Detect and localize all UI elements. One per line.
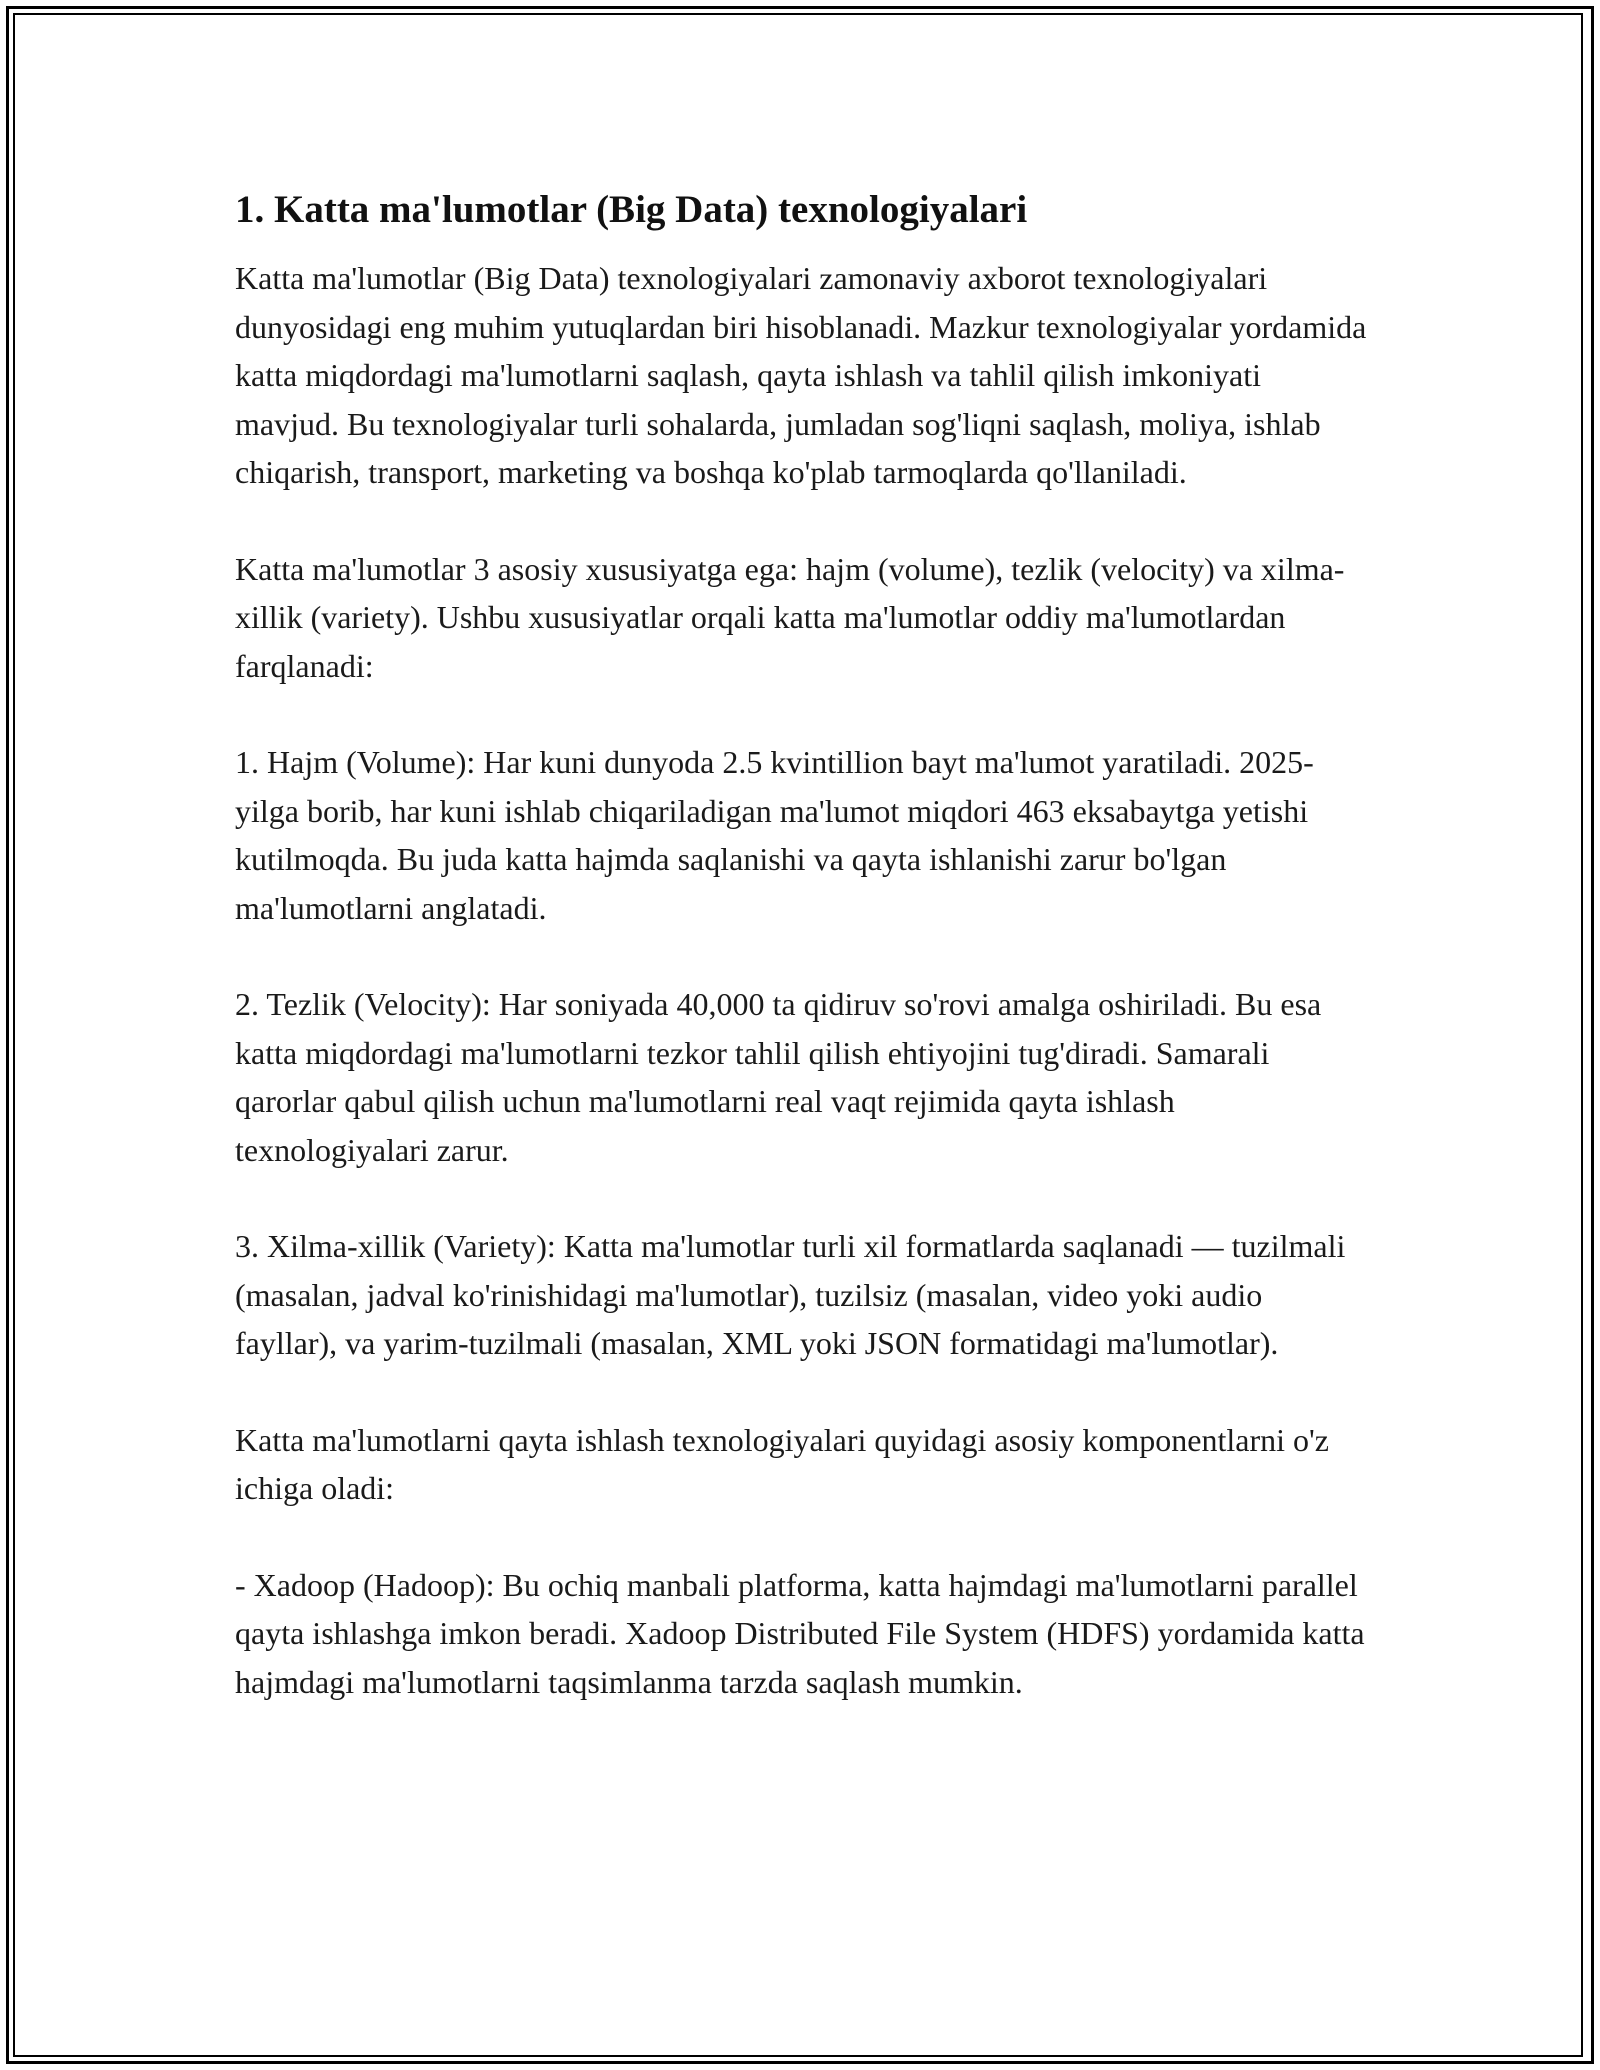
paragraph-hadoop: - Xadoop (Hadoop): Bu ochiq manbali platforma, katta hajmdagi ma'lumotlarni parallel qayta ishlashga imkon beradi. Xadoop Distributed File System (HDFS) yordamida katta hajmdagi ma'lumotlarni taqsimlanma tarzda saqlash mumkin. xyxy=(235,1566,1365,1700)
paragraph-components: Katta ma'lumotlarni qayta ishlash texnologiyalari quyidagi asosiy komponentlarni o'z ichiga oladi: xyxy=(235,1421,1329,1506)
section-title: 1. Katta ma'lumotlar (Big Data) texnologiyalari xyxy=(235,188,1028,231)
paragraph-velocity: 2. Tezlik (Velocity): Har soniyada 40,000 ta qidiruv so'rovi amalga oshiriladi. Bu esa katta miqdordagi ma'lumotlarni tezkor tahlil qilish ehtiyojini tug'diradi. Samarali qarorlar qabul qilish uchun ma'lumotlarni real vaqt rejimida qayta ishlash texnologiyalari zarur. xyxy=(235,986,1322,1168)
paragraph-characteristics: Katta ma'lumotlar 3 asosiy xususiyatga ega: hajm (volume), tezlik (velocity) va xilma-xillik (variety). Ushbu xususiyatlar orqali katta ma'lumotlar oddiy ma'lumotlardan farqlanadi: xyxy=(235,550,1345,684)
paragraph-intro: Katta ma'lumotlar (Big Data) texnologiyalari zamonaviy axborot texnologiyalari dunyosidagi eng muhim yutuqlardan biri hisoblanadi. Mazkur texnologiyalar yordamida katta miqdordagi ma'lumotlarni saqlash, qayta ishlash va tahlil qilish imkoniyati mavjud. Bu texnologiyalar turli sohalarda, jumladan sog'liqni saqlash, moliya, ishlab chiqarish, transport, marketing va boshqa ko'plab tarmoqlarda qo'llaniladi. xyxy=(235,260,1367,490)
paragraph-volume: 1. Hajm (Volume): Har kuni dunyoda 2.5 kvintillion bayt ma'lumot yaratiladi. 2025-yilga borib, har kuni ishlab chiqariladigan ma'lumot miqdori 463 eksabaytga yetishi kutilmoqda. Bu juda katta hajmda saqlanishi va qayta ishlanishi zarur bo'lgan ma'lumotlarni anglatadi. xyxy=(235,744,1314,926)
document-body xyxy=(235,186,1370,1754)
paragraph-variety: 3. Xilma-xillik (Variety): Katta ma'lumotlar turli xil formatlarda saqlanadi — tuzilmali (masalan, jadval ko'rinishidagi ma'lumotlar), tuzilsiz (masalan, video yoki audio fayllar), va yarim-tuzilmali (masalan, XML yoki JSON formatidagi ma'lumotlar). xyxy=(235,1228,1346,1361)
